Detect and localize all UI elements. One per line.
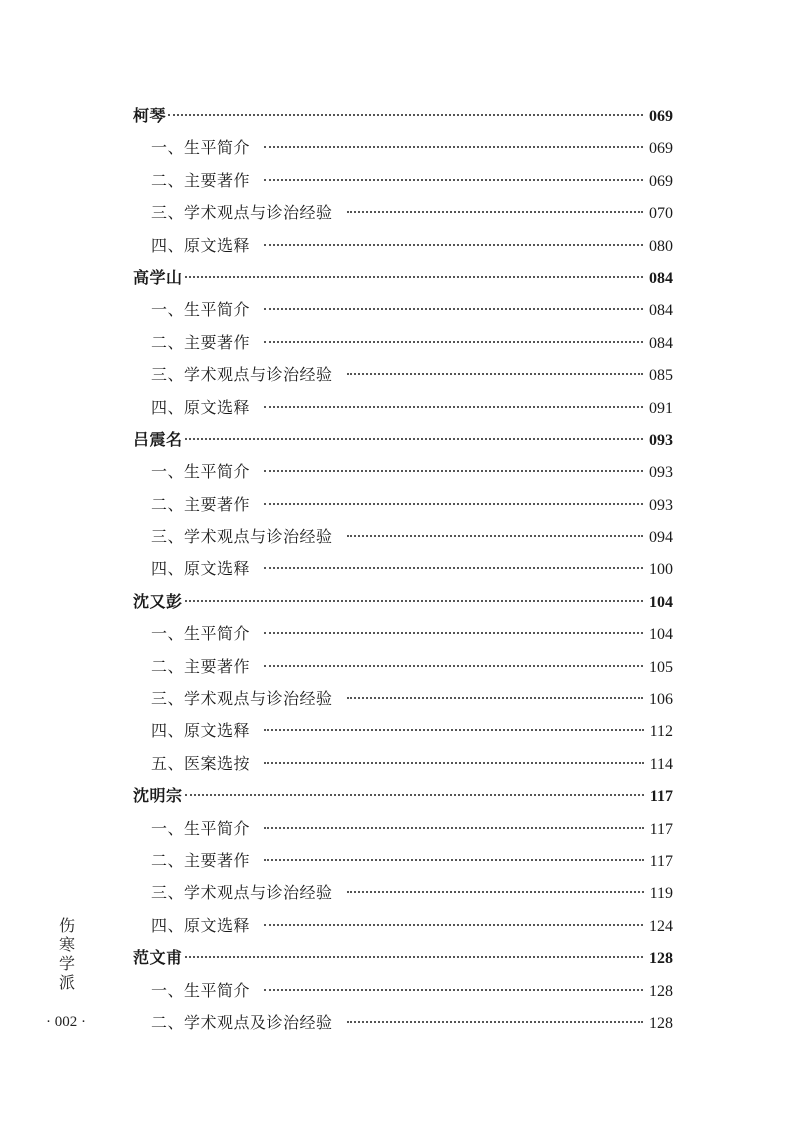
toc-entry-page: 080 (649, 237, 673, 255)
toc-chapter-entry[interactable] (133, 262, 673, 294)
toc-entry-page: 119 (649, 885, 673, 903)
toc-section-entry[interactable] (133, 1007, 673, 1039)
dot-leader (185, 956, 643, 958)
toc-entry-title: 范文甫 (133, 948, 183, 968)
toc-entry-page: 069 (649, 172, 673, 190)
toc-entry-page: 104 (649, 626, 673, 644)
toc-section-entry[interactable] (133, 165, 673, 197)
dot-leader (264, 632, 643, 634)
toc-entry-title: 二、主要著作 (151, 170, 251, 190)
toc-entry-title: 二、主要著作 (151, 494, 251, 514)
table-of-contents (133, 100, 673, 1039)
running-title (57, 916, 77, 992)
toc-entry-page: 112 (649, 723, 673, 741)
toc-entry-title: 沈又彭 (133, 591, 183, 611)
toc-entry-title: 一、生平简介 (151, 462, 251, 482)
toc-section-entry[interactable] (133, 553, 673, 585)
toc-entry-title: 四、原文选释 (151, 235, 251, 255)
toc-section-entry[interactable] (133, 392, 673, 424)
dot-leader (264, 308, 643, 310)
toc-entry-title: 二、主要著作 (151, 850, 251, 870)
toc-entry-page: 085 (649, 367, 673, 385)
toc-entry-title: 二、主要著作 (151, 656, 251, 676)
dot-leader (264, 179, 643, 181)
dot-leader (264, 406, 643, 408)
toc-section-entry[interactable] (133, 877, 673, 909)
dot-leader (347, 1021, 643, 1023)
dot-leader (264, 503, 643, 505)
running-title-char: 伤 (58, 916, 75, 935)
toc-entry-title: 柯琴 (133, 106, 167, 125)
dot-leader (347, 535, 643, 537)
toc-entry-title: 五、医案选按 (151, 753, 251, 773)
toc-entry-page: 070 (649, 205, 673, 223)
toc-entry-page: 106 (649, 691, 673, 709)
toc-entry-title: 一、生平简介 (151, 624, 251, 644)
running-title-char: 寒 (58, 935, 75, 954)
toc-entry-page: 128 (649, 950, 673, 968)
toc-section-entry[interactable] (133, 359, 673, 391)
toc-chapter-entry[interactable] (133, 424, 673, 456)
toc-entry-page: 114 (649, 755, 673, 773)
toc-section-entry[interactable] (133, 715, 673, 747)
toc-entry-title: 吕震名 (133, 429, 183, 449)
toc-section-entry[interactable] (133, 813, 673, 845)
toc-entry-title: 一、生平简介 (151, 138, 251, 158)
dot-leader (185, 794, 644, 796)
toc-entry-page: 084 (649, 334, 673, 352)
toc-entry-page: 105 (649, 658, 673, 676)
toc-entry-title: 沈明宗 (133, 786, 183, 806)
running-title-char: 学 (58, 954, 75, 973)
toc-entry-title: 一、生平简介 (151, 300, 251, 320)
toc-entry-title: 二、主要著作 (151, 332, 251, 352)
toc-section-entry[interactable] (133, 489, 673, 521)
dot-leader (264, 567, 643, 569)
toc-entry-title: 一、生平简介 (151, 818, 251, 838)
toc-chapter-entry[interactable] (133, 780, 673, 812)
toc-section-entry[interactable] (133, 975, 673, 1007)
dot-leader (347, 211, 643, 213)
dot-leader (264, 729, 644, 731)
dot-leader (264, 146, 643, 148)
dot-leader (264, 470, 643, 472)
toc-entry-title: 三、学术观点与诊治经验 (151, 365, 333, 385)
toc-entry-title: 高学山 (133, 267, 183, 287)
toc-entry-title: 三、学术观点与诊治经验 (151, 689, 333, 709)
toc-entry-page: 117 (649, 788, 673, 806)
toc-section-entry[interactable] (133, 327, 673, 359)
dot-leader (264, 244, 643, 246)
toc-chapter-entry[interactable] (133, 100, 673, 132)
dot-leader (264, 827, 644, 829)
toc-section-entry[interactable] (133, 748, 673, 780)
toc-entry-title: 四、原文选释 (151, 559, 251, 579)
toc-entry-page: 084 (649, 302, 673, 320)
toc-section-entry[interactable] (133, 683, 673, 715)
toc-section-entry[interactable] (133, 230, 673, 262)
toc-entry-page: 128 (649, 1014, 673, 1032)
toc-entry-title: 四、原文选释 (151, 915, 251, 935)
dot-leader (185, 276, 643, 278)
toc-section-entry[interactable] (133, 456, 673, 488)
dot-leader (168, 114, 643, 116)
toc-section-entry[interactable] (133, 132, 673, 164)
toc-section-entry[interactable] (133, 618, 673, 650)
toc-entry-page: 093 (649, 431, 673, 449)
toc-entry-page: 091 (649, 399, 673, 417)
toc-section-entry[interactable] (133, 845, 673, 877)
toc-entry-title: 三、学术观点与诊治经验 (151, 527, 333, 547)
toc-chapter-entry[interactable] (133, 586, 673, 618)
dot-leader (347, 697, 643, 699)
toc-section-entry[interactable] (133, 521, 673, 553)
toc-entry-title: 四、原文选释 (151, 397, 251, 417)
toc-entry-page: 084 (649, 269, 673, 287)
dot-leader (264, 665, 643, 667)
running-title-char: 派 (58, 973, 75, 992)
toc-entry-title: 三、学术观点与诊治经验 (151, 883, 333, 903)
toc-entry-page: 124 (649, 917, 673, 935)
dot-leader (185, 438, 643, 440)
toc-entry-page: 104 (649, 593, 673, 611)
toc-section-entry[interactable] (133, 294, 673, 326)
toc-section-entry[interactable] (133, 910, 673, 942)
toc-entry-page: 069 (649, 140, 673, 158)
toc-section-entry[interactable] (133, 197, 673, 229)
toc-entry-page: 093 (649, 496, 673, 514)
dot-leader (264, 859, 644, 861)
toc-entry-title: 四、原文选释 (151, 721, 251, 741)
toc-entry-title: 一、生平简介 (151, 980, 251, 1000)
dot-leader (347, 373, 643, 375)
dot-leader (264, 762, 644, 764)
toc-entry-title: 二、学术观点及诊治经验 (151, 1012, 333, 1032)
toc-entry-page: 094 (649, 529, 673, 547)
dot-leader (264, 989, 643, 991)
toc-section-entry[interactable] (133, 651, 673, 683)
toc-entry-page: 117 (649, 820, 673, 838)
toc-entry-page: 100 (649, 561, 673, 579)
toc-entry-page: 069 (649, 108, 673, 125)
dot-leader (264, 341, 643, 343)
toc-entry-page: 093 (649, 464, 673, 482)
toc-entry-page: 128 (649, 982, 673, 1000)
toc-entry-page: 117 (649, 852, 673, 870)
page-number: · 002 · (46, 1014, 86, 1030)
toc-chapter-entry[interactable] (133, 942, 673, 974)
toc-entry-title: 三、学术观点与诊治经验 (151, 203, 333, 223)
dot-leader (185, 600, 643, 602)
dot-leader (347, 891, 644, 893)
dot-leader (264, 924, 643, 926)
